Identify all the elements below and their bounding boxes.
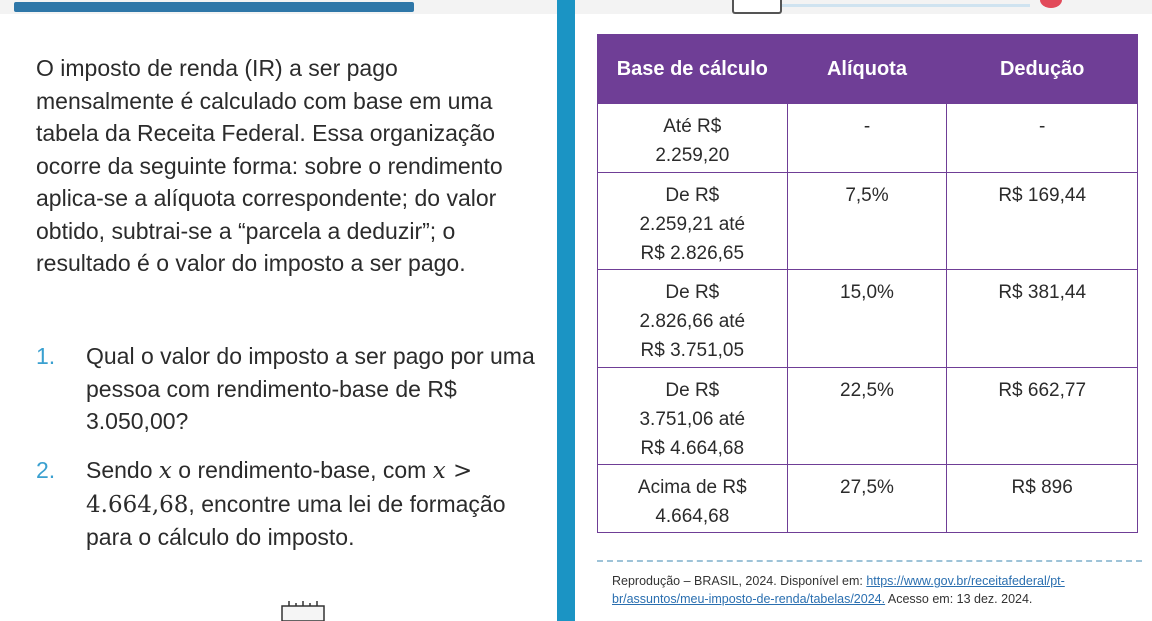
column-divider — [557, 0, 575, 621]
question-number: 1. — [36, 343, 56, 369]
source-citation: Reprodução – BRASIL, 2024. Disponível em: https://www.gov.br/receitafederal/pt- br/assuntos/meu-imposto-de-renda/tabelas/2024. Acesso em: 13 dez. 2024. — [612, 574, 1065, 606]
tax-table — [597, 34, 1138, 533]
header-base: Base de cálculo — [598, 34, 788, 104]
question-text: Qual o valor do imposto a ser pago por uma pessoa com rendimento-base de R$ 3.050,00? — [86, 343, 535, 434]
intro-paragraph: O imposto de renda (IR) a ser pago mensalmente é calculado com base em uma tabela da Receita Federal. Essa organização ocorre da seguinte forma: sobre o rendimento aplica-se a alíquota correspondente; do valor obtido, subtrai-se a “parcela a deduzir”; o resultado é o valor do imposto a ser pago. — [36, 55, 503, 276]
top-decor-line — [780, 4, 1030, 7]
cell-base: De R$ 3.751,06 até R$ 4.664,68 — [598, 368, 788, 465]
dashed-separator — [597, 560, 1142, 562]
cell-base: Até R$ 2.259,20 — [598, 104, 788, 173]
cell-base: De R$ 2.259,21 até R$ 2.826,65 — [598, 173, 788, 270]
cell-deduction: R$ 381,44 — [947, 270, 1138, 368]
cell-rate: 15,0% — [787, 270, 947, 368]
cell-deduction: R$ 169,44 — [947, 173, 1138, 270]
cell-deduction: R$ 662,77 — [947, 368, 1138, 465]
top-decor-widget — [732, 0, 782, 14]
top-decor-bar — [14, 2, 414, 12]
cell-rate: - — [787, 104, 947, 173]
cell-deduction: - — [947, 104, 1138, 173]
source-link[interactable]: https://www.gov.br/receitafederal/pt- — [866, 574, 1065, 588]
cell-rate: 22,5% — [787, 368, 947, 465]
table-row — [598, 465, 1138, 533]
cell-rate: 27,5% — [787, 465, 947, 533]
table-row — [598, 368, 1138, 465]
table-header-row — [598, 34, 1138, 104]
cell-base: De R$ 2.826,66 até R$ 3.751,05 — [598, 270, 788, 368]
math-number: 4.664,68 — [86, 491, 189, 518]
ruler-icon — [280, 600, 326, 621]
question-text: Sendo x o rendimento-base, com x > 4.664,68, encontre uma lei de formação para o cálculo do imposto. — [86, 457, 506, 550]
cell-base: Acima de R$ 4.664,68 — [598, 465, 788, 533]
source-link[interactable]: br/assuntos/meu-imposto-de-renda/tabelas/2024. — [612, 592, 886, 606]
header-rate: Alíquota — [787, 34, 947, 104]
header-deduction: Dedução — [947, 34, 1138, 104]
table-row — [598, 270, 1138, 368]
cell-rate: 7,5% — [787, 173, 947, 270]
math-variable: x — [432, 458, 446, 484]
math-variable: x — [158, 458, 172, 484]
table-row — [598, 104, 1138, 173]
question-number: 2. — [36, 457, 56, 483]
table-row — [598, 173, 1138, 270]
cell-deduction: R$ 896 — [947, 465, 1138, 533]
